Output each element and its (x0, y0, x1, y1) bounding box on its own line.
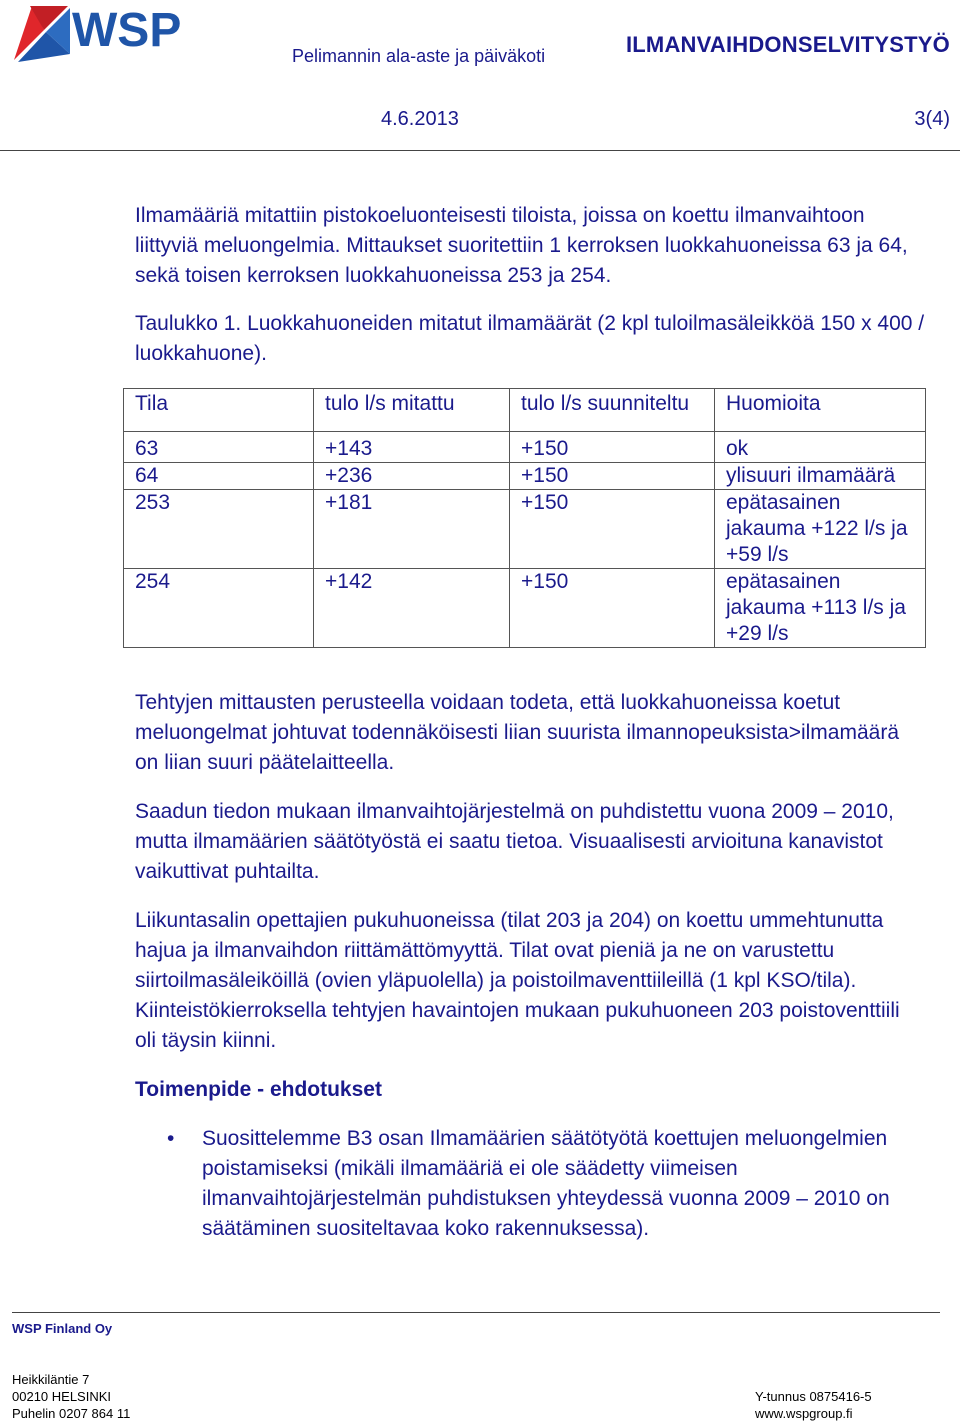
body-lower (135, 688, 925, 1244)
table-row (124, 463, 926, 490)
cleaning-paragraph: Saadun tiedon mukaan ilmanvaihtojärjestelmä on puhdistettu vuona 2009 – 2010, mutta ilmamäärien säätötyöstä ei saatu tietoa. Visuaalisesti arvioituna kanavistot vaikuttivat puhtailta. (135, 800, 894, 883)
footer-address (12, 1371, 130, 1422)
table-header-cell: tulo l/s suunniteltu (510, 389, 715, 432)
footer-business-id: Y-tunnus 0875416-5 (755, 1389, 872, 1404)
table-cell: +236 (314, 463, 510, 490)
table-header-cell: tulo l/s mitattu (314, 389, 510, 432)
table-cell: 253 (124, 490, 314, 569)
measurement-table (123, 388, 926, 648)
table-header-row (124, 389, 926, 432)
intro-paragraph: Ilmamääriä mitattiin pistokoeluonteisesti tiloista, joissa on koettu ilmanvaihtoon liittyviä meluongelmia. Mittaukset suoritettiin 1 kerroksen luokkahuoneissa 63 ja 64, sekä toisen kerroksen luokkahuoneissa 253 ja 254. (135, 204, 908, 287)
table-cell: ok (715, 432, 926, 463)
body-upper (135, 201, 925, 388)
conclusion-paragraph: Tehtyjen mittausten perusteella voidaan todeta, että luokkahuoneissa koetut meluongelmat johtuvat todennäköisesti liian suurista ilmannopeuksista>ilmamäärä on liian suuri päätelaitteella. (135, 691, 899, 774)
locker-room-paragraph: Liikuntasalin opettajien pukuhuoneissa (tilat 203 ja 204) on koettu ummehtunutta hajua ja ilmanvaihdon riittämättömyyttä. Tilat ovat pieniä ja ne on varustettu siirtoilmasäleiköillä (ovien yläpuolella) ja poistoilmaventtiileillä (1 kpl KSO/tila). Kiinteistökierroksella tehtyjen havaintojen mukaan pukuhuoneen 203 poistoventtiili oli täysin kiinni. (135, 909, 900, 1052)
table-header-cell: Tila (124, 389, 314, 432)
table-cell: ylisuuri ilmamäärä (715, 463, 926, 490)
footer-website: www.wspgroup.fi (755, 1406, 853, 1421)
footer-phone: Puhelin 0207 864 11 (12, 1406, 131, 1421)
table-header-cell: Huomioita (715, 389, 926, 432)
table-cell: +143 (314, 432, 510, 463)
table-row (124, 490, 926, 569)
table-cell: epätasainen jakauma +122 l/s ja +59 l/s (715, 490, 926, 569)
footer-details (755, 1388, 872, 1422)
table-cell: 254 (124, 569, 314, 648)
footer-postal: 00210 HELSINKI (12, 1389, 112, 1404)
table-cell: +150 (510, 463, 715, 490)
table-cell: +181 (314, 490, 510, 569)
table-cell: +142 (314, 569, 510, 648)
list-item-text: Suosittelemme B3 osan Ilmamäärien säätötyötä koettujen meluongelmien poistamiseksi (mikäli ilmamääriä ei ole säädetty viimeisen ilmanvaihtojärjestelmän puhdistuksen yhteydessä vuonna 2009 – 2010 on säätäminen suositeltavaa koko rakennuksessa). (202, 1127, 890, 1240)
svg-text:WSP: WSP (72, 4, 182, 57)
document-subtitle: Pelimannin ala-aste ja päiväkoti (292, 46, 546, 66)
table-row (124, 432, 926, 463)
measurement-table-wrapper (123, 388, 925, 648)
table-cell: +150 (510, 569, 715, 648)
wsp-logo (10, 2, 205, 64)
table-cell: +150 (510, 490, 715, 569)
table-row (124, 569, 926, 648)
table-cell: +150 (510, 432, 715, 463)
document-date: 4.6.2013 (381, 108, 459, 130)
table-cell: 64 (124, 463, 314, 490)
footer-company: WSP Finland Oy (12, 1321, 113, 1336)
header-divider (0, 150, 960, 151)
table-cell: epätasainen jakauma +113 l/s ja +29 l/s (715, 569, 926, 648)
recommendation-list (135, 1124, 925, 1244)
list-item (135, 1124, 925, 1244)
footer-street: Heikkiläntie 7 (12, 1372, 90, 1387)
page-number: 3(4) (914, 108, 950, 130)
document-title: ILMANVAIHDONSELVITYSTYÖ (625, 32, 950, 57)
section-heading: Toimenpide - ehdotukset (135, 1078, 382, 1101)
bullet-icon: • (167, 1127, 175, 1150)
footer-divider (12, 1312, 940, 1313)
table-caption: Taulukko 1. Luokkahuoneiden mitatut ilmamäärät (2 kpl tuloilmasäleikköä 150 x 400 / luokkahuone). (135, 312, 925, 365)
table-cell: 63 (124, 432, 314, 463)
